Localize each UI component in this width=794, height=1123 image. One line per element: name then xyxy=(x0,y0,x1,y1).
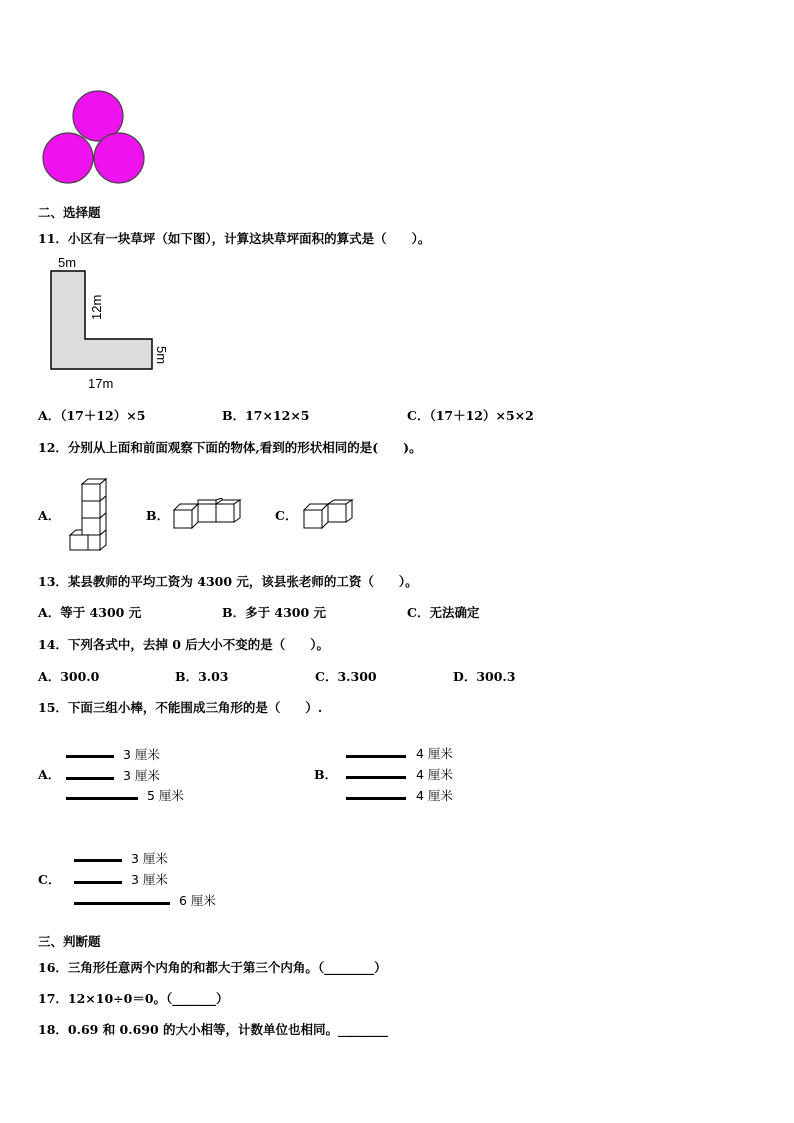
cube-figure-a xyxy=(68,476,112,552)
q15-label-a: A． xyxy=(38,767,61,782)
stick-a3-length: 5 厘米 xyxy=(147,788,184,803)
stick-b1 xyxy=(346,755,406,758)
q13-option-a: A．等于 4300 元 xyxy=(38,605,142,620)
dim-bottom: 17m xyxy=(88,376,114,391)
question-11-stem: 11．小区有一块草坪（如下图），计算这块草坪面积的算式是（ ）。 xyxy=(38,231,431,246)
q14-option-b: B．3.03 xyxy=(175,669,229,684)
question-14-stem: 14．下列各式中，去掉 0 后大小不变的是（ ）。 xyxy=(38,637,330,652)
stick-b2 xyxy=(346,776,406,779)
q15-label-b: B． xyxy=(314,767,338,782)
section-title: 二、选择题 xyxy=(38,205,101,220)
dim-top: 5m xyxy=(58,255,77,270)
q12-label-b: B． xyxy=(146,508,170,523)
stick-a2 xyxy=(66,777,114,780)
q14-option-c: C．3.300 xyxy=(315,669,377,684)
section-title: 三、判断题 xyxy=(38,934,101,949)
stick-a2-length: 3 厘米 xyxy=(123,768,160,783)
stick-c3 xyxy=(74,902,170,905)
q12-label-a: A． xyxy=(38,508,61,523)
question-17-stem: 17．12×10÷0＝0。（_______） xyxy=(38,991,229,1006)
stick-c3-length: 6 厘米 xyxy=(179,893,216,908)
question-15-stem: 15．下面三组小棒，不能围成三角形的是（ ）. xyxy=(38,700,323,715)
q15-label-c: C． xyxy=(38,872,61,887)
dim-right-lower: 5m xyxy=(154,346,169,365)
circle-bottom-left xyxy=(43,133,93,183)
q13-option-b: B．多于 4300 元 xyxy=(222,605,327,620)
l-shaped-lawn-figure xyxy=(40,252,180,394)
q14-option-a: A．300.0 xyxy=(38,669,100,684)
stick-c1-length: 3 厘米 xyxy=(131,851,168,866)
stick-b1-length: 4 厘米 xyxy=(416,746,453,761)
question-16-stem: 16．三角形任意两个内角的和都大于第三个内角。（________） xyxy=(38,960,387,975)
q14-option-d: D．300.3 xyxy=(453,669,516,684)
stick-c2-length: 3 厘米 xyxy=(131,872,168,887)
q12-label-c: C． xyxy=(275,508,298,523)
q11-option-a: A．（17＋12）×5 xyxy=(38,408,146,423)
question-18-stem: 18．0.69 和 0.690 的大小相等，计数单位也相同。________ xyxy=(38,1022,389,1037)
stick-b3-length: 4 厘米 xyxy=(416,788,453,803)
stick-b3 xyxy=(346,797,406,800)
q11-option-c: C．（17＋12）×5×2 xyxy=(407,408,534,423)
question-12-stem: 12．分别从上面和前面观察下面的物体,看到的形状相同的是( )。 xyxy=(38,440,422,455)
stick-a3 xyxy=(66,797,138,800)
stick-c2 xyxy=(74,881,122,884)
stick-c1 xyxy=(74,859,122,862)
stick-a1-length: 3 厘米 xyxy=(123,747,160,762)
q13-option-c: C．无法确定 xyxy=(407,605,480,620)
stick-a1 xyxy=(66,755,114,758)
question-13-stem: 13．某县教师的平均工资为 4300 元，该县张老师的工资（ ）。 xyxy=(38,574,418,589)
stick-b2-length: 4 厘米 xyxy=(416,767,453,782)
cube-figure-b xyxy=(172,498,244,532)
three-circles-figure xyxy=(38,86,150,188)
cube-figure-c xyxy=(302,498,358,532)
circle-bottom-right xyxy=(94,133,144,183)
dim-right-upper: 12m xyxy=(89,294,104,320)
q11-option-b: B．17×12×5 xyxy=(222,408,310,423)
